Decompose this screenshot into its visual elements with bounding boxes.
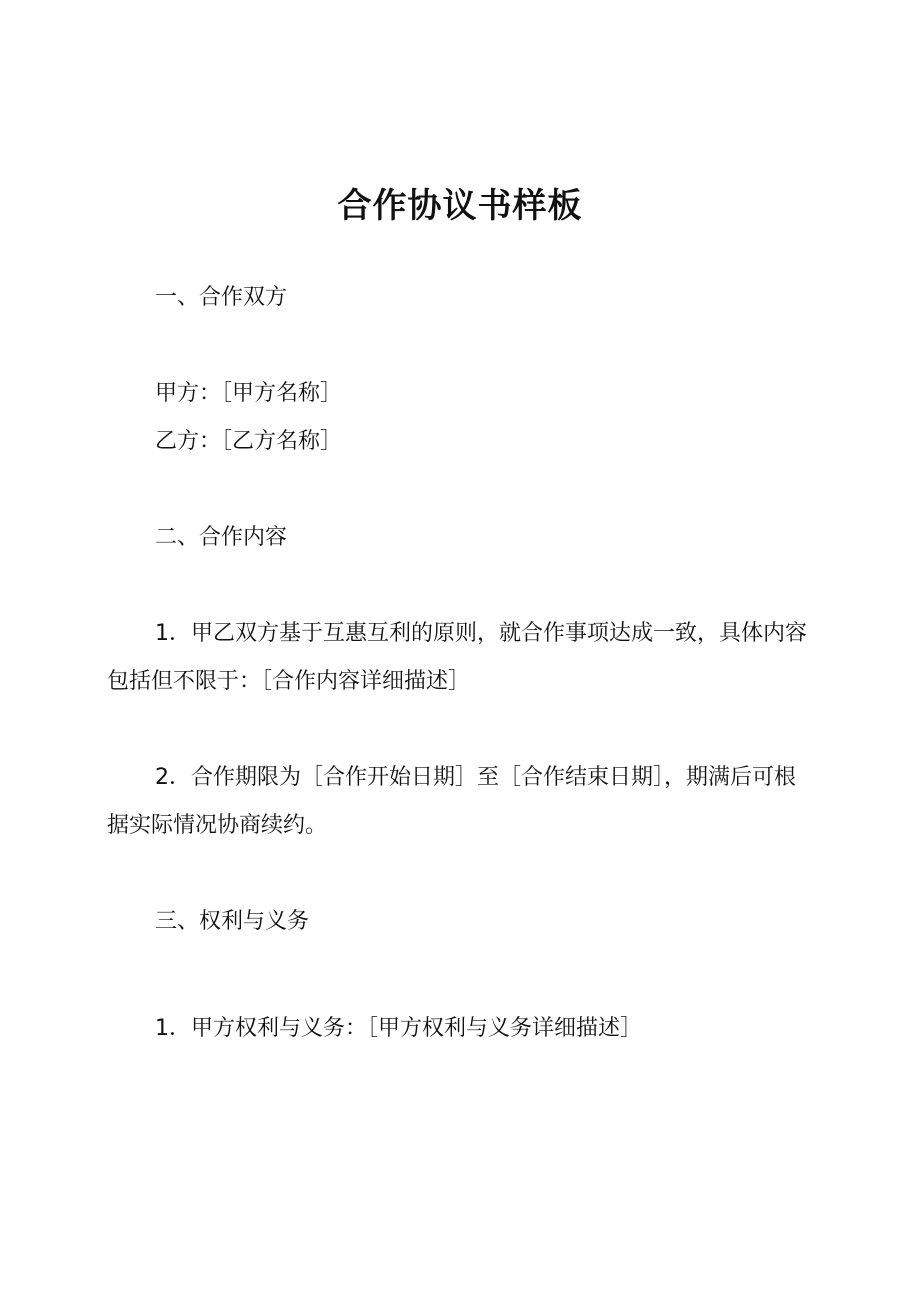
section-heading-content: 二、合作内容 bbox=[155, 525, 288, 550]
document-title: 合作协议书样板 bbox=[337, 186, 583, 226]
section-heading-parties: 一、合作双方 bbox=[155, 285, 288, 310]
rights-paragraph-1: 1．甲方权利与义务：［甲方权利与义务详细描述］ bbox=[155, 1016, 642, 1041]
party-b-line: 乙方：［乙方名称］ bbox=[155, 429, 343, 454]
content-paragraph-2: 2．合作期限为［合作开始日期］至［合作结束日期］，期满后可根据实际情况协商续约。 bbox=[107, 765, 796, 838]
content-paragraph-1: 1．甲乙双方基于互惠互利的原则，就合作事项达成一致，具体内容包括但不限于：［合作内容详细描述］ bbox=[107, 621, 807, 694]
section-heading-rights: 三、权利与义务 bbox=[155, 909, 310, 934]
party-a-line: 甲方：［甲方名称］ bbox=[155, 381, 343, 406]
